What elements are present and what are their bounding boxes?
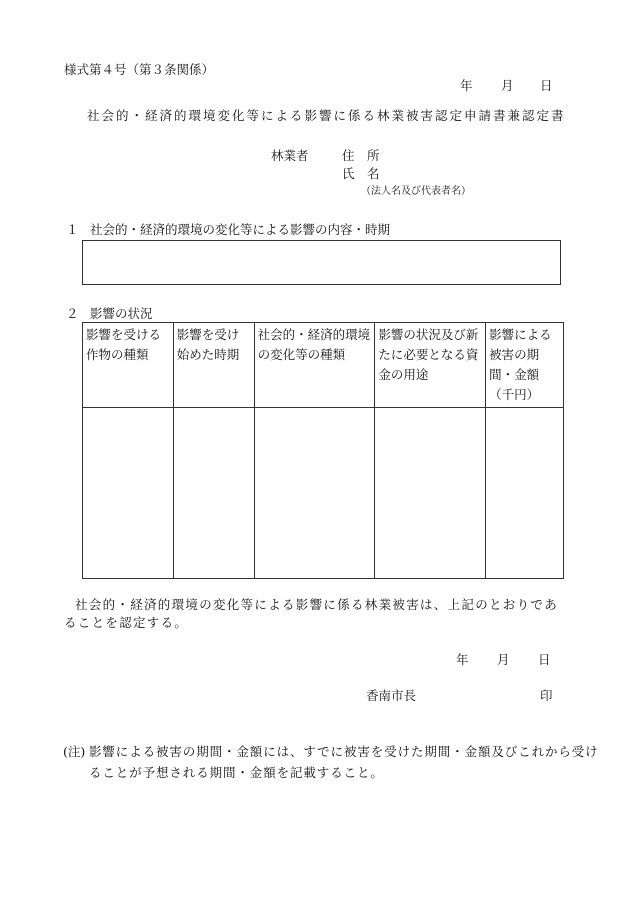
cell-change-type[interactable] [254, 408, 375, 579]
mayor-label: 香南市長 [366, 688, 417, 703]
cert-date-month-label: 月 [497, 652, 510, 667]
date-month-label: 月 [501, 78, 514, 93]
section1-content-box[interactable] [82, 240, 561, 285]
date-year-label: 年 [460, 78, 473, 93]
cell-start-time[interactable] [173, 408, 254, 579]
name-label: 氏 名 [342, 166, 380, 181]
table-row [83, 408, 564, 579]
section1-number: １ [66, 222, 79, 237]
document-title: 社会的・経済的環境変化等による影響に係る林業被害認定申請書兼認定書 [87, 108, 566, 123]
corporate-name-note: （法人名及び代表者名） [361, 186, 471, 197]
cell-crop-type[interactable] [83, 408, 174, 579]
column-header-damage-period-amount: 影響による被害の期間・金額（千円） [486, 323, 564, 408]
note-text-line1: 影響による被害の期間・金額には、すでに被害を受けた期間・金額及びこれから受け [89, 744, 599, 759]
certification-text-line1: 社会的・経済的環境の変化等による影響に係る林業被害は、上記のとおりであ [75, 597, 559, 612]
address-label: 住 所 [342, 148, 380, 163]
column-header-crop-type: 影響を受ける作物の種類 [83, 323, 174, 408]
section2-number: ２ [66, 306, 79, 321]
column-header-start-time: 影響を受け始めた時期 [173, 323, 254, 408]
table-header-row [83, 323, 564, 408]
date-day-label: 日 [540, 78, 553, 93]
cert-date-year-label: 年 [456, 652, 469, 667]
impact-table [82, 322, 564, 579]
column-header-status-and-fund-use: 影響の状況及び新たに必要となる資金の用途 [375, 323, 486, 408]
note-text-line2: ることが予想される期間・金額を記載すること。 [89, 765, 384, 780]
column-header-change-type: 社会的・経済的環境の変化等の種類 [254, 323, 375, 408]
section2-title: 影響の状況 [90, 306, 153, 321]
applicant-role-label: 林業者 [271, 148, 309, 163]
note-label: (注) [63, 744, 86, 759]
seal-label: 印 [540, 688, 553, 703]
certification-text-line2: ることを認定する。 [64, 615, 189, 630]
cell-damage-period-amount[interactable] [486, 408, 564, 579]
cell-status-and-fund-use[interactable] [375, 408, 486, 579]
form-number: 様式第４号（第３条関係） [64, 62, 215, 77]
section1-title: 社会的・経済的環境の変化等による影響の内容・時期 [90, 222, 391, 237]
cert-date-day-label: 日 [538, 652, 551, 667]
